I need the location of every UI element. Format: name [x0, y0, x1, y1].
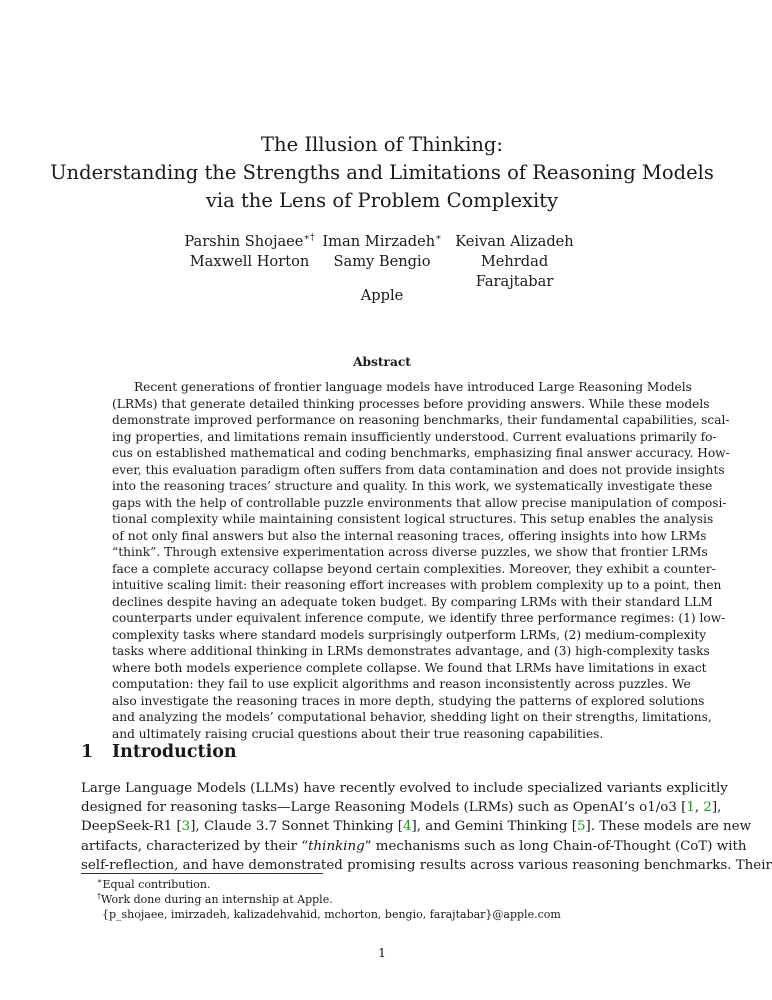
title-line-1: The Illusion of Thinking:: [261, 133, 503, 156]
abstract-line: into the reasoning traces’ structure and quality. In this work, we systematically investigate these: [112, 479, 713, 493]
body-line: self-reflection, and have demonstrated promising results across various reasoning benchmarks. Their: [81, 857, 772, 873]
citation-link[interactable]: 3: [181, 819, 191, 835]
abstract-line: also investigate the reasoning traces in more depth, studying the patterns of explored solutions: [112, 693, 705, 708]
abstract-line: demonstrate improved performance on reasoning benchmarks, their fundamental capabilities, scal-: [112, 413, 730, 427]
title-line-2: Understanding the Strengths and Limitations of Reasoning Models: [50, 161, 714, 184]
citation-link[interactable]: 2: [703, 800, 712, 816]
author: Iman Mirzadeh∗: [322, 232, 442, 250]
abstract-line: intuitive scaling limit: their reasoning effort increases with problem complexity up to a point, then: [112, 578, 722, 592]
section-number: 1: [81, 742, 94, 762]
abstract-line: face a complete accuracy collapse beyond certain complexities. Moreover, they exhibit a counter-: [112, 561, 716, 576]
author-row-2: [0, 252, 764, 292]
body-line: Large Language Models (LLMs) have recently evolved to include specialized variants explicitly: [81, 781, 728, 796]
footnote-divider: [81, 873, 323, 874]
footnote-equal-contribution: ∗Equal contribution.: [97, 876, 211, 891]
introduction-text: [81, 779, 772, 875]
page-number: 1: [378, 945, 386, 960]
abstract-line: (LRMs) that generate detailed thinking processes before providing answers. While these models: [112, 396, 710, 411]
abstract-line: complexity tasks where standard models surprisingly outperform LRMs, (2) medium-complexity: [112, 627, 707, 642]
abstract-heading: Abstract: [353, 355, 411, 369]
section-title: Introduction: [112, 742, 237, 762]
abstract-line: cus on established mathematical and coding benchmarks, emphasizing final answer accuracy. How-: [112, 446, 730, 460]
author-row-1: [0, 232, 764, 252]
abstract-line: “think”. Through extensive experimentation across diverse puzzles, we show that frontier LRMs: [112, 545, 708, 559]
section-heading: [81, 742, 237, 762]
abstract-line: ever, this evaluation paradigm often suffers from data contamination and does not provide insights: [112, 462, 725, 477]
abstract-line: and analyzing the models’ computational behavior, shedding light on their strengths, limitations,: [112, 710, 712, 724]
abstract-line: tional complexity while maintaining consistent logical structures. This setup enables the analysis: [112, 512, 714, 526]
author-block: [0, 232, 764, 292]
author: Parshin Shojaee∗†: [184, 232, 315, 250]
abstract-line: ing properties, and limitations remain insufficiently understood. Current evaluations primarily fo-: [112, 429, 717, 444]
abstract-line: of not only final answers but also the internal reasoning traces, offering insights into how LRMs: [112, 528, 707, 543]
citation-link[interactable]: 4: [402, 819, 412, 835]
abstract-line: tasks where additional thinking in LRMs demonstrates advantage, and (3) high-complexity tasks: [112, 644, 710, 658]
citation-link[interactable]: 1: [686, 800, 695, 816]
affiliation: Apple: [360, 287, 404, 304]
abstract-line: counterparts under equivalent inference compute, we identify three performance regimes: (1) low-: [112, 611, 726, 625]
abstract-line: and ultimately raising crucial questions about their true reasoning capabilities.: [112, 726, 604, 741]
author: Mehrdad Farajtabar: [475, 253, 554, 290]
footnotes: [97, 877, 561, 922]
author: Keivan Alizadeh: [455, 233, 574, 250]
abstract-line: declines despite having an adequate token budget. By comparing LRMs with their standard LLM: [112, 594, 713, 609]
citation-link[interactable]: 5: [576, 819, 586, 835]
footnote-internship: †Work done during an internship at Apple.: [97, 891, 333, 906]
body-line: designed for reasoning tasks—Large Reasoning Models (LRMs) such as OpenAI’s o1/o3 [1, 2],: [81, 800, 722, 816]
abstract-line: Recent generations of frontier language models have introduced Large Reasoning Models: [134, 380, 692, 394]
title-line-3: via the Lens of Problem Complexity: [205, 189, 559, 212]
author: Samy Bengio: [333, 253, 431, 270]
paper-title: [0, 131, 764, 215]
abstract-body: [112, 379, 730, 742]
abstract-line: computation: they fail to use explicit algorithms and reason inconsistently across puzzles. We: [112, 677, 691, 691]
body-line: DeepSeek-R1 [3], Claude 3.7 Sonnet Thinking [4], and Gemini Thinking [5]. These models are new: [81, 819, 752, 835]
author-emails: {p_shojaee, imirzadeh, kalizadehvahid, mchorton, bengio, farajtabar}@apple.com: [102, 908, 561, 921]
abstract-line: where both models experience complete collapse. We found that LRMs have limitations in exact: [112, 660, 707, 675]
abstract-line: gaps with the help of controllable puzzle environments that allow precise manipulation of composi-: [112, 495, 727, 510]
author: Maxwell Horton: [189, 253, 310, 270]
body-line: artifacts, characterized by their “thinking” mechanisms such as long Chain-of-Thought (CoT) with: [81, 838, 747, 854]
